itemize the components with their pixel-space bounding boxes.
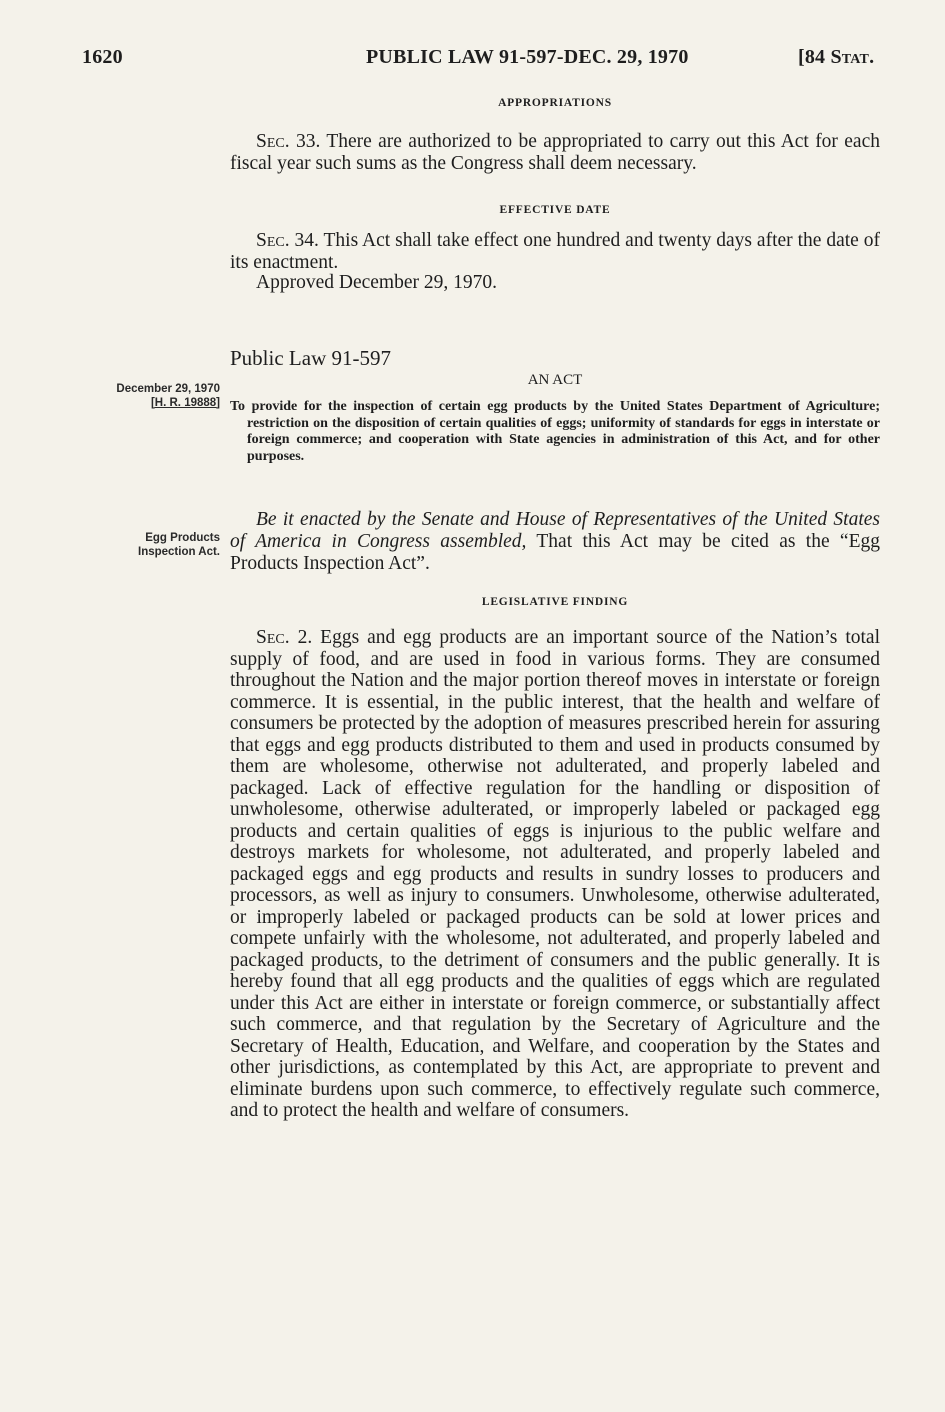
margin-note-date bbox=[70, 383, 220, 410]
section-label: Sec. bbox=[256, 131, 290, 152]
section-2-text: 2. Eggs and egg products are an important source of the Nation’s total supply of food, and are used in food in various forms. They are consumed throughout the Nation and the major portion thereof moves in interstate or foreign commerce. It is essential, in the public interest, that the health and welfare of consumers be protected by the adoption of measures prescribed herein for assuring that eggs and egg products distributed to them and used in products consumed by them are wholesome, otherwise not adulterated, and properly labeled and packaged. Lack of effective regulation for the handling or disposition of unwholesome, otherwise adulterated, or improperly labeled or packaged egg products and certain qualities of eggs is injurious to the public welfare and destroys markets for wholesome, not adulterated, and properly labeled and packaged eggs and egg products and results in sundry losses to producers and processors, as well as injury to consumers. Unwholesome, otherwise adulterated, or improperly labeled or packaged products can be sold at lower prices and compete unfairly with the wholesome, not adulterated, and properly labeled and packaged products, to the detriment of consumers and the public generally. It is hereby found that all egg products and the qualities of eggs which are regulated under this Act are either in interstate or foreign commerce, or substantially affect such commerce, and that regulation by the Secretary of Agriculture and the Secretary of Health, Education, and Welfare, and cooperation by the States and other jurisdictions, as contemplated by this Act, are appropriate to prevent and eliminate burdens upon such commerce, to effectively regulate such commerce, and to protect the health and welfare of consumers. bbox=[230, 627, 880, 1121]
act-purpose: To provide for the inspection of certain egg products by the United States Department of Agriculture; restriction on the disposition of certain qualities of eggs; uniformity of standards for eggs in interstate or foreign commerce; and cooperation with State agencies in administration of this Act, and for other purposes. bbox=[230, 399, 880, 464]
margin-note-short-title bbox=[70, 532, 220, 559]
section-34-text: 34. This Act shall take effect one hundred and twenty days after the date of its enactment. bbox=[230, 230, 880, 273]
legislative-finding-heading: LEGISLATIVE FINDING bbox=[481, 596, 629, 608]
section-34 bbox=[230, 230, 880, 274]
statute-volume-number: [84 bbox=[798, 46, 826, 68]
section-label: Sec. bbox=[256, 230, 290, 251]
margin-short-title-line-2: Inspection Act. bbox=[138, 545, 220, 558]
statute-volume bbox=[798, 46, 874, 69]
margin-short-title-line-1: Egg Products bbox=[145, 532, 220, 544]
enacting-clause-italic: Be it enacted by the Senate and House of Representatives of the United States of America in Congress assembled, bbox=[230, 509, 880, 552]
enacting-clause-rest: That this Act may be cited as the “Egg Products Inspection Act”. bbox=[230, 531, 880, 574]
running-title: PUBLIC LAW 91-597-DEC. 29, 1970 bbox=[366, 46, 689, 68]
effective-date-heading: EFFECTIVE DATE bbox=[499, 204, 611, 216]
enacting-clause bbox=[230, 509, 880, 575]
margin-date: December 29, 1970 bbox=[116, 383, 220, 395]
page-number: 1620 bbox=[82, 46, 123, 68]
approval-date: Approved December 29, 1970. bbox=[256, 272, 497, 293]
section-33 bbox=[230, 131, 880, 175]
section-2 bbox=[230, 627, 880, 1122]
section-33-text: 33. There are authorized to be appropriated to carry out this Act for each fiscal year such sums as the Congress shall deem necessary. bbox=[230, 131, 880, 174]
section-label: Sec. bbox=[256, 627, 290, 648]
statute-label: Stat. bbox=[830, 46, 875, 68]
margin-bill-number: [H. R. 19888] bbox=[150, 396, 220, 409]
public-law-title: Public Law 91-597 bbox=[230, 346, 391, 370]
act-label: AN ACT bbox=[527, 372, 583, 388]
appropriations-heading: APPROPRIATIONS bbox=[498, 97, 612, 109]
